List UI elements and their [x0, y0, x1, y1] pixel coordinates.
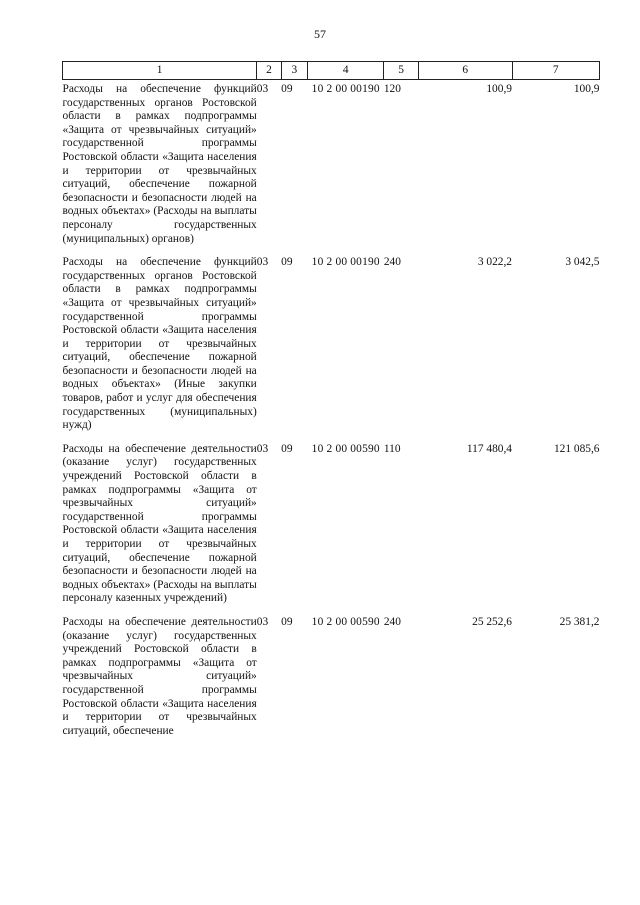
row-amount-col7: 3 042,5: [565, 256, 600, 269]
row-subsection-code: 09: [281, 256, 293, 269]
row-expense-type: 240: [383, 256, 401, 269]
row-amount-col6: 117 480,4: [466, 442, 512, 455]
header-col-1: 1: [63, 62, 257, 80]
row-description: Расходы на обеспечение деятельности (оказание услуг) государственных учреждений Ростовской области в рамках подпрограммы «Защита от чрезвычайных ситуаций» государственной программы Ростовской области «Защита населения и территории от чрезвычайных ситуаций, обеспечение: [62, 615, 257, 737]
row-description: Расходы на обеспечение деятельности (оказание услуг) государственных учреждений Ростовской области в рамках подпрограммы «Защита от чрезвычайных ситуаций» государственной программы Ростовской области «Защита населения и территории от чрезвычайных ситуаций, обеспечение пожарной безопасности и безопасности людей на водных объектах» (Расходы на выплаты персоналу казенных учреждений): [62, 442, 257, 605]
header-col-3: 3: [281, 62, 307, 80]
row-amount-col7: 25 381,2: [559, 615, 600, 628]
row-section-code: 03: [256, 256, 269, 269]
row-expense-type: 110: [383, 442, 401, 455]
row-amount-col7: 121 085,6: [553, 442, 600, 455]
row-amount-col6: 100,9: [486, 83, 512, 95]
row-target-article: 10 2 00 00190: [311, 83, 380, 95]
table-row: [63, 80, 600, 255]
row-amount-col7: 100,9: [573, 83, 600, 95]
header-col-6: 6: [418, 62, 512, 80]
table-row: [63, 254, 600, 441]
row-target-article: 10 2 00 00590: [311, 615, 380, 628]
budget-table: [62, 61, 600, 746]
row-target-article: 10 2 00 00590: [311, 442, 380, 455]
table-row: [63, 614, 600, 746]
row-subsection-code: 09: [281, 615, 293, 628]
row-subsection-code: 09: [281, 83, 293, 95]
table-header-row: [63, 62, 600, 80]
row-amount-col6: 3 022,2: [477, 256, 512, 269]
row-section-code: 03: [256, 83, 269, 95]
table-row: [63, 441, 600, 614]
page-number: 57: [314, 27, 326, 41]
header-col-5: 5: [384, 62, 419, 80]
row-amount-col6: 25 252,6: [472, 615, 512, 628]
row-section-code: 03: [256, 442, 269, 455]
row-target-article: 10 2 00 00190: [311, 256, 380, 269]
header-col-7: 7: [512, 62, 600, 80]
row-expense-type: 120: [383, 83, 401, 95]
row-subsection-code: 09: [281, 442, 293, 455]
row-description: Расходы на обеспечение функций государственных органов Ростовской области в рамках подпрограммы «Защита от чрезвычайных ситуаций» государственной программы Ростовской области «Защита населения и территории от чрезвычайных ситуаций, обеспечение пожарной безопасности и безопасности людей на водных объектах» (Иные закупки товаров, работ и услуг для обеспечения государственных (муниципальных) нужд): [62, 256, 257, 432]
header-col-2: 2: [257, 62, 281, 80]
header-col-4: 4: [308, 62, 384, 80]
row-description: Расходы на обеспечение функций государственных органов Ростовской области в рамках подпрограммы «Защита от чрезвычайных ситуаций» государственной программы Ростовской области «Защита населения и территории от чрезвычайных ситуаций, обеспечение пожарной безопасности и безопасности людей на водных объектах» (Расходы на выплаты персоналу государственных (муниципальных) органов): [62, 83, 257, 245]
row-section-code: 03: [256, 615, 269, 628]
row-expense-type: 240: [383, 615, 401, 628]
